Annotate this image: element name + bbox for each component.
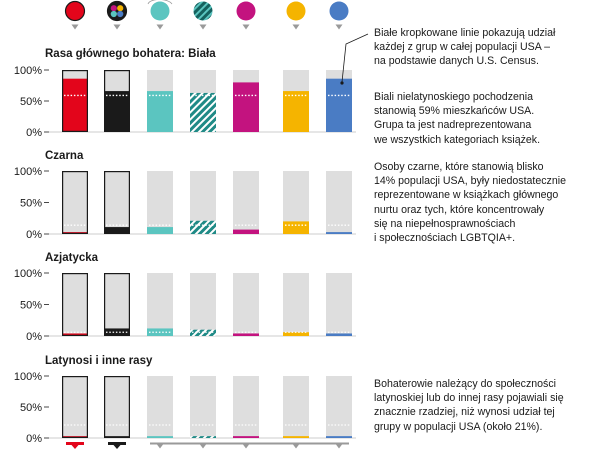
bar-value-teal_hatch bbox=[190, 93, 216, 132]
bar-value-teal bbox=[147, 436, 173, 438]
y-tick-label: 50% bbox=[19, 402, 42, 414]
y-tick-label: 0% bbox=[26, 331, 42, 343]
y-tick-label: 100% bbox=[13, 268, 42, 280]
bar-track bbox=[283, 273, 309, 336]
bar-track bbox=[104, 273, 130, 336]
bar-track bbox=[326, 273, 352, 336]
bar-track bbox=[283, 376, 309, 438]
bar-value-teal bbox=[147, 91, 173, 132]
y-tick-label: 50% bbox=[19, 96, 42, 108]
bar-value-teal bbox=[147, 227, 173, 234]
bar-value-magenta bbox=[233, 333, 259, 336]
bar-value-blue bbox=[326, 232, 352, 234]
y-tick-label: 100% bbox=[13, 65, 42, 77]
bar-value-magenta bbox=[233, 82, 259, 132]
panel-title: Latynosi i inne rasy bbox=[45, 355, 153, 367]
note-census-lines: Białe kropkowane linie pokazują udział każdej z grup w całej populacji USA – na podstawie danych U.S. Census. bbox=[374, 27, 556, 68]
bar-value-blue bbox=[326, 436, 352, 438]
bar-track bbox=[147, 376, 173, 438]
bar-value-magenta bbox=[233, 230, 259, 234]
teal-hatched-circle-icon bbox=[194, 2, 213, 30]
bar-value-yellow bbox=[283, 221, 309, 234]
chart-panels bbox=[14, 48, 356, 449]
panel-0 bbox=[14, 48, 356, 139]
bar-track bbox=[190, 273, 216, 336]
teal-circle-icon bbox=[151, 2, 170, 30]
bar-track bbox=[326, 376, 352, 438]
red-circle-icon bbox=[66, 2, 85, 30]
bar-value-magenta bbox=[233, 436, 259, 438]
blue-circle-icon bbox=[330, 2, 349, 30]
bar-track bbox=[62, 273, 88, 336]
yellow-circle-icon bbox=[287, 2, 306, 30]
bar-track bbox=[233, 273, 259, 336]
bar-track bbox=[147, 273, 173, 336]
panel-2 bbox=[14, 252, 356, 343]
panel-title: Czarna bbox=[45, 150, 84, 162]
header-icons bbox=[66, 0, 349, 30]
bar-value-black bbox=[104, 91, 130, 132]
y-tick-label: 50% bbox=[19, 197, 42, 210]
y-tick-label: 0% bbox=[26, 127, 42, 139]
bar-value-teal_hatch bbox=[190, 436, 216, 438]
panel-title: Azjatycka bbox=[45, 252, 99, 264]
bar-value-teal_hatch bbox=[190, 221, 216, 234]
note-white: Biali nielatynoskiego pochodzenia stanowią 59% mieszkańców USA. Grupa ta jest nadreprezentowana we wszystkich kategoriach książek. bbox=[374, 91, 541, 146]
panel-3 bbox=[14, 355, 356, 445]
bar-value-yellow bbox=[283, 91, 309, 132]
note-latino: Bohaterowie należący do społeczności latynoskiej lub do innej rasy pojawiali się znacznie rzadziej, niż wynosi udział tej grupy w populacji USA (około 21%). bbox=[374, 378, 564, 433]
y-tick-label: 0% bbox=[26, 433, 42, 445]
bar-track bbox=[104, 376, 130, 438]
panel-title: Rasa głównego bohatera: Biała bbox=[45, 48, 216, 60]
bar-track bbox=[62, 376, 88, 438]
y-tick-label: 50% bbox=[19, 299, 42, 312]
panel-1 bbox=[14, 150, 356, 241]
bar-value-blue bbox=[326, 333, 352, 336]
bar-value-red bbox=[62, 79, 88, 132]
bar-track bbox=[190, 376, 216, 438]
y-tick-label: 0% bbox=[26, 229, 42, 241]
note-black: Osoby czarne, które stanowią blisko 14% populacji USA, były niedostatecznie reprezentowane w książkach głównego nurtu oraz tych, które koncentrowały się na niepełnosprawnościach i społecznościach LGBTQIA+. bbox=[374, 161, 566, 245]
y-tick-label: 100% bbox=[13, 166, 42, 178]
multicolor-circle-icon bbox=[108, 2, 127, 30]
bar-value-yellow bbox=[283, 436, 309, 438]
bar-value-blue bbox=[326, 79, 352, 132]
bottom-markers bbox=[66, 442, 349, 449]
y-tick-label: 100% bbox=[13, 371, 42, 383]
bar-track bbox=[233, 376, 259, 438]
magenta-circle-icon bbox=[237, 2, 256, 30]
